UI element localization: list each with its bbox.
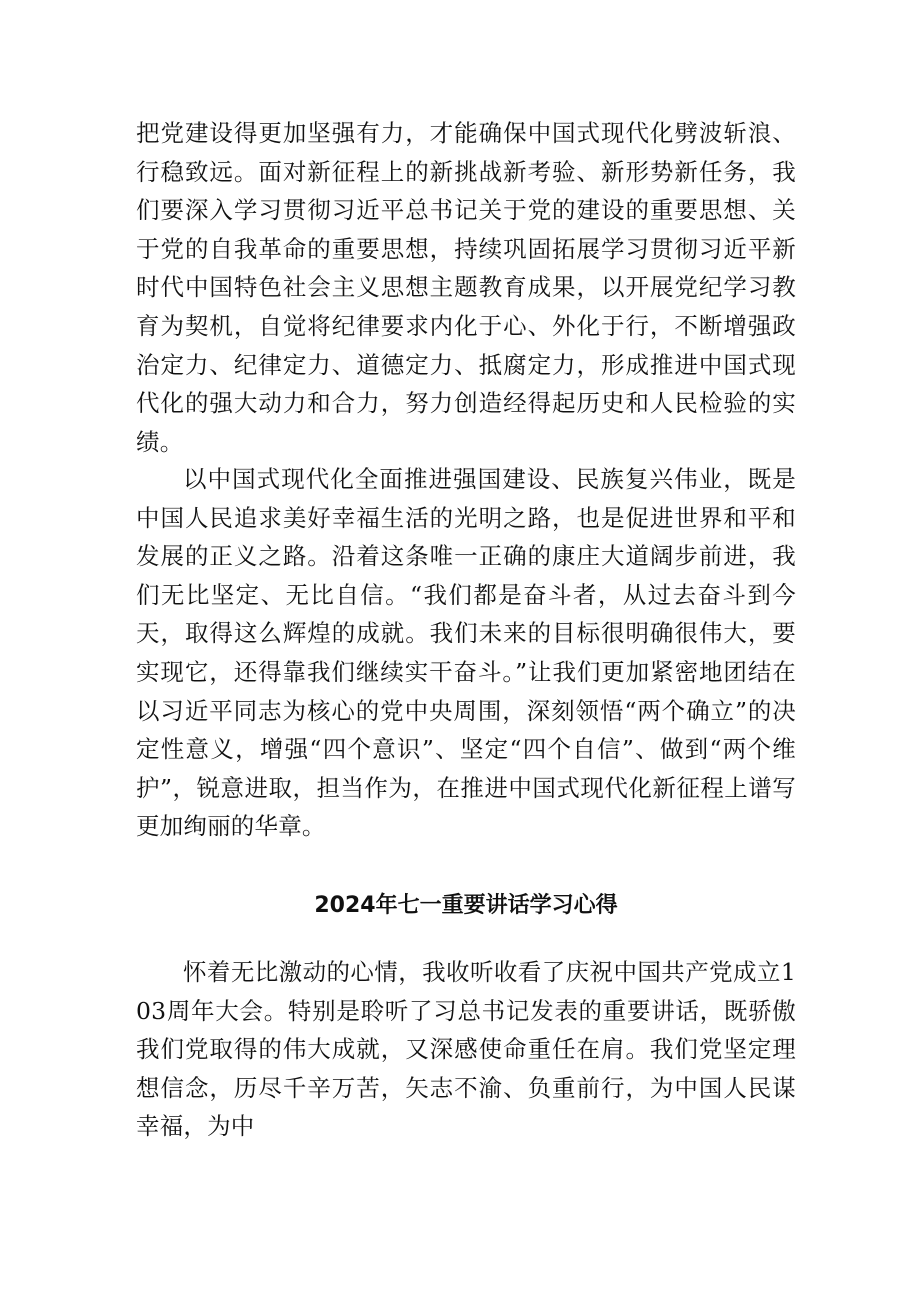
body-paragraph-3: 怀着无比激动的心情，我收听收看了庆祝中国共产党成立103周年大会。特别是聆听了习总书记发表的重要讲话，既骄傲我们党取得的伟大成就，又深感使命重任在肩。我们党坚定理想信念，历尽千辛万苦，矢志不渝、负重前行，为中国人民谋幸福，为中 — [136, 958, 796, 1141]
body-paragraph-1: 把党建设得更加坚强有力，才能确保中国式现代化劈波斩浪、行稳致远。面对新征程上的新挑战新考验、新形势新任务，我们要深入学习贯彻习近平总书记关于党的建设的重要思想、关于党的自我革命的重要思想，持续巩固拓展学习贯彻习近平新时代中国特色社会主义思想主题教育成果，以开展党纪学习教育为契机，自觉将纪律要求内化于心、外化于行，不断增强政治定力、纪律定力、道德定力、抵腐定力，形成推进中国式现代化的强大动力和合力，努力创造经得起历史和人民检验的实绩。 — [136, 119, 796, 456]
body-paragraph-2: 以中国式现代化全面推进强国建设、民族复兴伟业，既是中国人民追求美好幸福生活的光明之路，也是促进世界和平和发展的正义之路。沿着这条唯一正确的康庄大道阔步前进，我们无比坚定、无比自信。“我们都是奋斗者，从过去奋斗到今天，取得这么辉煌的成就。我们未来的目标很明确很伟大，要实现它，还得靠我们继续实干奋斗。”让我们更加紧密地团结在以习近平同志为核心的党中央周围，深刻领悟“两个确立”的决定性意义，增强“四个意识”、坚定“四个自信”、做到“两个维护”，锐意进取，担当作为，在推进中国式现代化新征程上谱写更加绚丽的华章。 — [136, 465, 796, 841]
section-title: 2024年七一重要讲话学习心得 — [314, 893, 618, 918]
